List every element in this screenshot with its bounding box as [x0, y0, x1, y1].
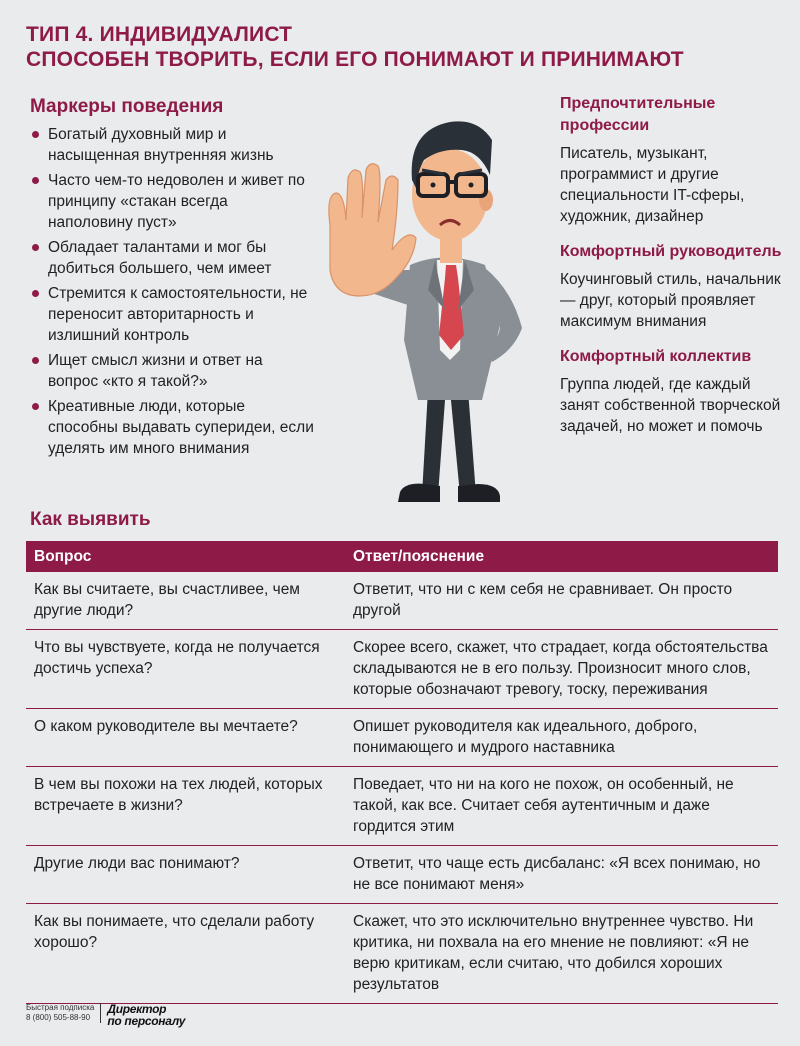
magazine-logo — [107, 1003, 185, 1027]
answer-cell: Скажет, что это исключительно внутреннее чувство. Ни критика, ни похвала на его мнение не повлияют: «Я не верю критикам, если считаю, что добился хороших результатов — [345, 904, 778, 1004]
question-cell: Как вы понимаете, что сделали работу хорошо? — [26, 904, 345, 1004]
list-item: Стремится к самостоятельности, не переносит авторитарность и излишний контроль — [30, 283, 315, 346]
answer-cell: Ответит, что ни с кем себя не сравнивает. Он просто другой — [345, 572, 778, 630]
table-row — [26, 904, 778, 1004]
table-row — [26, 709, 778, 767]
footer — [26, 1003, 185, 1027]
logo-line-1: Директор — [107, 1002, 167, 1016]
table-row — [26, 630, 778, 709]
list-item: Богатый духовный мир и насыщенная внутренняя жизнь — [30, 124, 315, 166]
leader-text: Коучинговый стиль, начальник — друг, который проявляет максимум внимания — [560, 271, 781, 330]
title-line-1: ТИП 4. ИНДИВИДУАЛИСТ — [26, 23, 293, 46]
question-column-header: Вопрос — [26, 541, 345, 572]
answer-cell: Опишет руководителя как идеального, доброго, понимающего и мудрого наставника — [345, 709, 778, 767]
sidebar — [560, 93, 790, 451]
leader-heading: Комфортный руководитель — [560, 243, 782, 260]
list-item: Ищет смысл жизни и ответ на вопрос «кто я такой?» — [30, 350, 315, 392]
subscribe-label: Быстрая подписка — [26, 1003, 95, 1012]
page-title — [26, 22, 766, 72]
answer-cell: Ответит, что чаще есть дисбаланс: «Я всех понимаю, но не все понимают меня» — [345, 846, 778, 904]
table-row — [26, 767, 778, 846]
how-heading: Как выявить — [30, 509, 151, 530]
question-cell: Что вы чувствуете, когда не получается достичь успеха? — [26, 630, 345, 709]
markers-list — [30, 124, 315, 463]
answer-column-header: Ответ/пояснение — [345, 541, 778, 572]
team-text: Группа людей, где каждый занят собственной творческой задачей, но может и помочь — [560, 376, 781, 435]
subscribe-phone: 8 (800) 505-88-90 — [26, 1013, 91, 1022]
answer-cell: Скорее всего, скажет, что страдает, когда обстоятельства складываются не в его пользу. Произносит много слов, которые обозначают тревогу, тоску, переживания — [345, 630, 778, 709]
table-header-row — [26, 541, 778, 572]
markers-heading: Маркеры поведения — [30, 96, 224, 117]
man-raising-hand-stop-icon — [300, 100, 545, 515]
professions-heading: Предпочтительные профессии — [560, 95, 716, 134]
list-item: Креативные люди, которые способны выдавать суперидеи, если уделять им много внимания — [30, 396, 315, 459]
table-row — [26, 846, 778, 904]
questions-table — [26, 541, 778, 1004]
professions-text: Писатель, музыкант, программист и другие специальности IT-сферы, художник, дизайнер — [560, 145, 745, 225]
question-cell: Другие люди вас понимают? — [26, 846, 345, 904]
question-cell: О каком руководителе вы мечтаете? — [26, 709, 345, 767]
question-cell: В чем вы похожи на тех людей, которых встречаете в жизни? — [26, 767, 345, 846]
team-heading: Комфортный коллектив — [560, 348, 752, 365]
table-row — [26, 572, 778, 630]
title-line-2: СПОСОБЕН ТВОРИТЬ, ЕСЛИ ЕГО ПОНИМАЮТ И ПРИНИМАЮТ — [26, 48, 684, 71]
list-item: Обладает талантами и мог бы добиться большего, чем имеет — [30, 237, 315, 279]
logo-line-2: по персоналу — [107, 1014, 186, 1028]
list-item: Часто чем-то недоволен и живет по принципу «стакан всегда наполовину пуст» — [30, 170, 315, 233]
answer-cell: Поведает, что ни на кого не похож, он особенный, не такой, как все. Считает себя аутентичным и даже гордится этим — [345, 767, 778, 846]
question-cell: Как вы считаете, вы счастливее, чем другие люди? — [26, 572, 345, 630]
subscription-info — [26, 1003, 101, 1023]
